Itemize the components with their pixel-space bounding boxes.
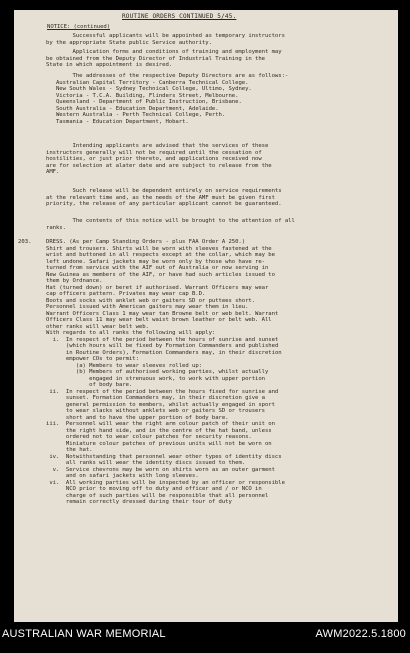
- dress-order-text: DRESS. (As per Camp Standing Orders - plus FAA Order A 250.) Shirt and trousers. Shirts will be worn with sleeves fastened at the wrist and buttoned in all respects except at the collar, which may be left undone. Safari jackets may be worn only by those who have re- turned from service with the AIF out of Australia or now serving in New Guinea as members of the AIF, or have had such articles issued to them by Ordnance. Hat (turned down) or beret if authorised. Warrant Officers may wear cap officers pattern. Privates may wear cap B.D. Boots and socks with anklet web or gaiters SD or puttees short. Personnel issued with American gaiters may wear them in lieu. Warrant Officers Class 1 may wear tan Browne belt or web belt. Warrant Officers Class 11 may wear belt waist brown leather or belt web. All other ranks will wear belt web. With regards to all ranks the following will apply: i. In respect of the period between the hours of sunrise and sunset (which hours will be fixed by Formation Commanders and published in Routine Orders), Formation Commanders may, in their discretion empower COs to permit: (a) Members to wear sleeves rolled up: (b) Members of authorised working parties, whilst actually engaged in strenuous work, to work with upper portion of body bare. ii. In respect of the period between the hours fixed for sunrise and sunset. Formation Commanders may, in their discretion give a general permission to members, whilst actually engaged in sport to wear slacks without anklets web or gaiters SD or trousers short and to have the upper portion of body bare. iii. Personnel will wear the right arm colour patch of their unit on the right hand side, and in the centre of the hat band, unless ordered not to wear colour patches for security reasons. Miniature colour patches of previous units will not be worn on the hat. iv. Notwithstanding that personnel wear other types of identity discs all ranks will wear the identity discs issued to them. v. Service chevrons may be worn on shirts worn as an outer garment and on safari jackets with long sleeves. vi. All working parties will be inspected by an officer or responsible NCO prior to moving off to duty and officer and / or NCO in charge of such parties will be responsible that all personnel remain correctly dressed during their tour of duty: [46, 239, 285, 505]
- notice-heading: NOTICE: (continued): [47, 24, 111, 30]
- footer-accession-number: AWM2022.5.1800: [315, 628, 406, 640]
- notice-paragraph-6: The contents of this notice will be brought to the attention of all ranks.: [46, 218, 295, 231]
- notice-paragraph-1: Successful applicants will be appointed as temporary instructors by the appropriate State public Service authority.: [46, 33, 285, 46]
- document-page: [14, 10, 398, 622]
- notice-paragraph-5: Such release will be dependent entirely on service requirements at the relevant time and, as the needs of the AMF must be given first priority, the release of any particular applicant cannot be guaranteed.: [46, 188, 282, 207]
- footer-bar: [0, 622, 410, 653]
- footer-institution: AUSTRALIAN WAR MEMORIAL: [2, 628, 166, 640]
- item-number: 203.: [18, 239, 32, 245]
- notice-paragraph-2: Application forms and conditions of training and employment may be obtained from the Deputy Director of Industrial Training in the State in which appointment is desired.: [46, 49, 282, 68]
- notice-paragraph-3: The addresses of the respective Deputy Directors are as follows:- Australian Capital Territory - Canberra Technical College. New South Wales - Sydney Technical College, Ultimo, Sydney. Victoria - T.C.A. Building, Flinders Street, Melbourne. Queensland - Department of Public Instruction, Brisbane. South Australia - Education Department, Adelaide. Western Australia - Perth Technical College, Perth. Tasmania - Education Department, Hobart.: [55, 73, 289, 125]
- notice-paragraph-4: Intending applicants are advised that the services of these instructors generally will not be required until the cessation of hostilities, or just prior thereto, and applications received now are for selection at alater date and are subject to release from the AMF.: [46, 143, 272, 175]
- page-title: ROUTINE ORDERS CONTINUED 5/45.: [122, 13, 237, 20]
